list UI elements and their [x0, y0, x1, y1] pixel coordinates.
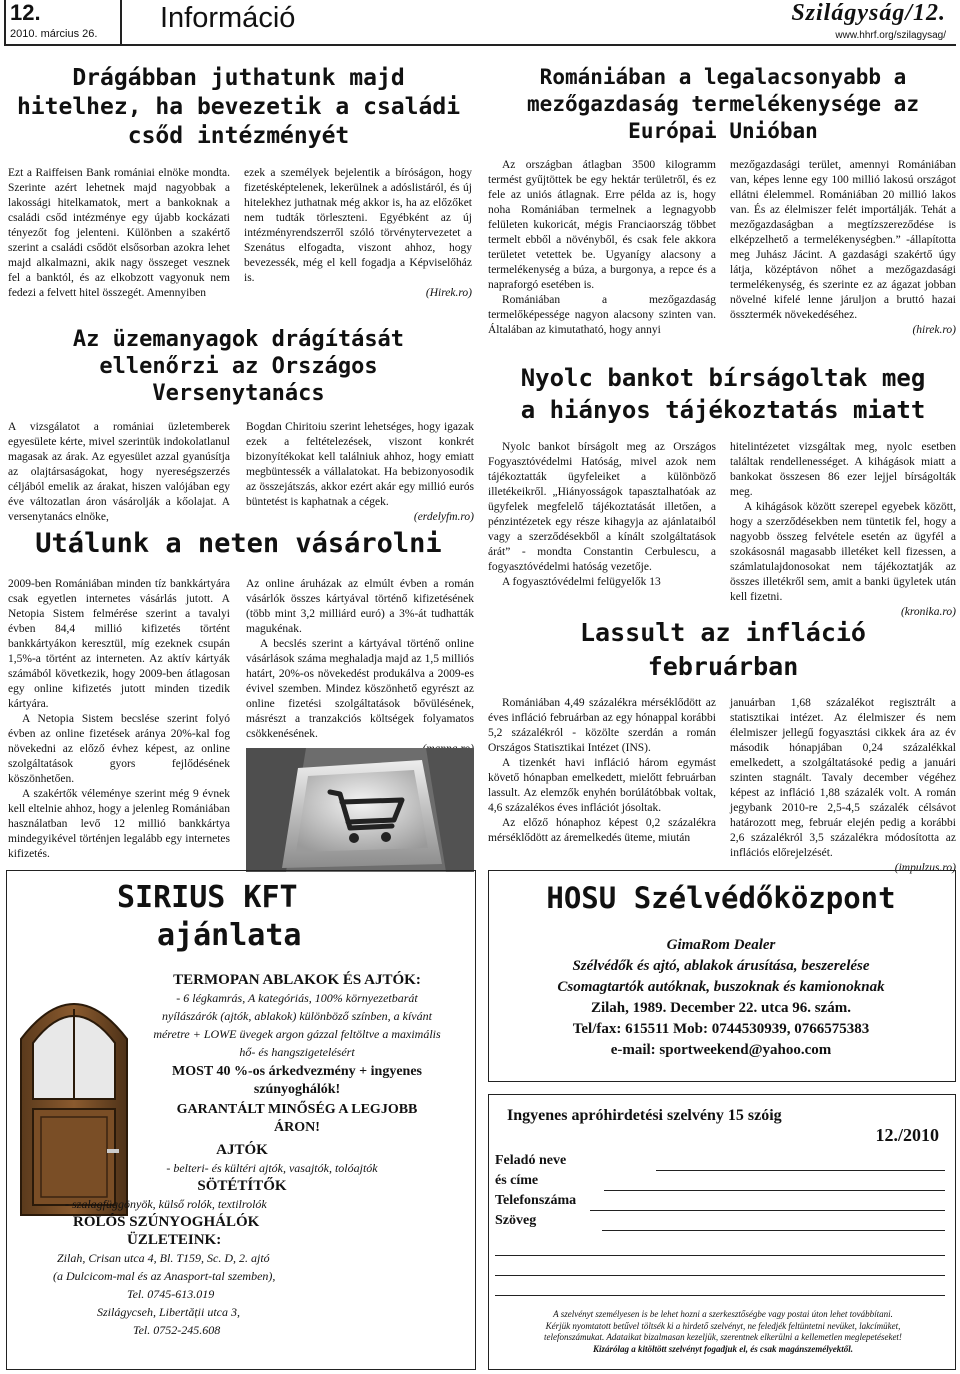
paragraph: Romániában 4,49 százalékra mérséklődött az éves infláció februárban az egy hónappal korábbi 5,2 százalékról - közölte szerdán a román Országos Statisztikai Intézet (INS).: [488, 697, 716, 754]
ad-line: GARANTÁLT MINŐSÉG A LEGJOBB: [176, 1102, 418, 1117]
title-line: mezőgazdaság termelékenysége az: [527, 92, 919, 116]
paragraph: A becslés szerint a kártyával történő online vásárlások száma meghaladja majd az 1,5 milliós határt, 20%-os növekedést produkálva a 2009-es évivel szemben. Mindez köszönhető egyrészt az online fizetési szolgáltatások bővülésének, másrészt a tranzakciós költségek folyamatos csökkenésének.: [246, 638, 474, 740]
paragraph: A Netopia Sistem becslése szerint folyó évben az online fizetések aránya 20%-kal fog növekedni az előző évhez képest, az online szolgáltatások gyors fejlődésének köszönhetően.: [8, 713, 230, 785]
paragraph: 2009-ben Romániában minden tíz bankkártyára csak egyetlen internetes vásárlás jutott. A Netopia Sistem felmérése szerint a tavalyi évben 84,4 millió kifizetés történt bankkártyákon keresztül, míg ezeknek csupán 1,5%-a történt az interneten. Az aktív kártyák számából következik, hogy 2009-ben átlagosan egy online kifizetés jutott minden tizedik kártyára.: [8, 578, 230, 710]
ad-title: HOSU Szélvédőközpont: [546, 881, 896, 915]
ad-phone: Tel. 0752-245.608: [133, 1323, 221, 1337]
ad-line: - 6 légkamrás, A kategóriás, 100% környezetbarát: [176, 991, 418, 1005]
header-divider: [4, 0, 6, 44]
title-line: Drágábban juthatunk majd: [72, 65, 405, 91]
ad-address: (a Dulcicom-mal és az Anasport-tal szemben),: [53, 1269, 276, 1283]
title-line: Nyolc bankot bírságoltak meg: [520, 364, 926, 392]
title-line: a hiányos tájékoztatás miatt: [520, 396, 926, 424]
field-line[interactable]: [590, 1197, 945, 1211]
text-line[interactable]: [495, 1295, 945, 1296]
article-title: [6, 64, 471, 151]
ad-line: szúnyoghálók!: [253, 1082, 341, 1097]
source: (kronika.ro): [900, 606, 956, 618]
shopping-cart-key-icon: [246, 748, 474, 872]
article-column: [488, 696, 716, 846]
title-line: ajánlata: [157, 918, 302, 953]
field-label: Feladó neve: [495, 1153, 567, 1168]
field-label: és címe: [495, 1173, 539, 1188]
classified-form: [488, 1094, 956, 1370]
ad-line: MOST 40 %-os árkedvezmény + ingyenes: [172, 1064, 422, 1079]
paragraph: ezek a személyek bejelentik a bíróságon, hogy fizetésképtelenek, lekerülnek a adóslistáról, és új hitelekhez juthatnak még akkor is, ha az előzőket nem tudták törleszteni. Egyébként az új intézményrendszerről szóló törvénytervezetet a Szenátus elfogadta, viszont ahhoz, hogy bevezessék, még el kell fogadja a Képviselőház is.: [244, 167, 472, 284]
field-sender-address[interactable]: [495, 1171, 945, 1191]
ad-heading: TERMOPAN ABLAKOK ÉS AJTÓK:: [173, 972, 421, 988]
page-number: 12.: [10, 0, 41, 25]
article-column: [730, 158, 956, 338]
field-label: Telefonszáma: [495, 1193, 577, 1208]
article-column: [730, 696, 956, 876]
note-line: A szelvényt személyesen is be lehet hozni a szerkesztőségbe vagy postai úton lehet továbbítani.: [553, 1309, 893, 1319]
header-url: www.hhrf.org/szilagysag/: [835, 30, 946, 41]
ad-title: [117, 879, 357, 955]
article-title: [488, 64, 958, 145]
ad-line: méretre + LOWE üvegek argon gázzal feltöltve a maximális: [153, 1027, 441, 1041]
title-line: Romániában a legalacsonyabb a: [539, 65, 907, 89]
paragraph: Bogdan Chiritoiu szerint lehetséges, hogy igazak ezek a feltételezések, viszont konkrét bizonyítékokat kell találniuk ahhoz, hogy emiatt megbüntessék a vállalatokat. Ha bebizonyosodik az összejátszás, akkor ezért akár egy millió eurós büntetést is kaphatnak a cégek.: [246, 421, 474, 508]
ad-phone: Tel. 0745-613.019: [127, 1287, 215, 1301]
title-line: SIRIUS KFT: [117, 880, 298, 915]
paragraph: hitelintézetet vizsgáltak meg, nyolc esetben találtak rendellenességet. A kihágások miatt a bankokat összesen 86 ezer lejjel bírságolták meg.: [730, 441, 956, 498]
paragraph: A fogyasztóvédelmi felügyelők 13: [502, 576, 661, 588]
form-code: 12./2010: [875, 1125, 939, 1145]
ad-address: Szilágycseh, Libertății utca 3,: [97, 1305, 240, 1319]
header-rule: [4, 44, 956, 46]
ad-line: nyílászárók (ajtók, ablakok) különböző színben, a kívánt: [162, 1009, 432, 1023]
paragraph: A kihágások között szerepel egyebek között, hogy a szerződésekben nem tüntetik fel, hogy a nagyobb összeg felvétele esetén az ügyfél a szokásosnál magasabb illetéket kell fizessen, a számlatulajdonosokat nem tájékoztatják az összes illetékről sem, amit a banki ügyletek után kell fizetni.: [730, 501, 956, 603]
ad-email: e-mail: sportweekend@yahoo.com: [610, 1042, 832, 1058]
header-divider-2: [120, 0, 122, 44]
paragraph: Nyolc bankot bírságolt meg az Országos Fogyasztóvédelmi Hatóság, mivel azok nem tájékoztatták ügyfeleiket a különböző illetékeikről. „Hiányosságok tapasztalhatóak az ügyfelek megfelelő tájékoztatását illetően, a pénzintézetek egy része kihagyja az ajánlataiból vagy a szerződésekből a kínált szolgáltatások árát” - mondta Constantin Cerbulescu, a fogyasztóvédelmi hatóság vezetője.: [488, 441, 716, 573]
note-line: Kizárólag a kitöltött szelvényt fogadjuk el, és csak magánszemélyektől.: [593, 1343, 853, 1354]
field-label: Szöveg: [495, 1213, 537, 1228]
form-notes: [493, 1309, 953, 1355]
ad-line: - belteri- és kültéri ajtók, vasajtók, tolóajtók: [166, 1161, 378, 1175]
article-column: [244, 166, 472, 301]
article-title: [488, 616, 958, 684]
ad-line: Csomagtartók autóknak, buszoknak és kamionoknak: [557, 979, 885, 995]
section-title: Információ: [160, 2, 296, 34]
ad-line: ÁRON!: [274, 1120, 320, 1135]
paragraph: mezőgazdasági terület, amennyi Romániában van, képes lenne egy 100 millió lakosú országot ellátni élelemmel. Romániában 20 millió lakos van. És az élelmiszer felét importálják. Tehát a mezőgazdaságban a megtízszereződése is elképzelhető a termelékenységben.” -állapította meg Juhász Jácint. A gazdasági szakértő úgy látja, középtávon nőhet a mezőgazdasági termelékenység, és szerinte ez az ágazat jobban növelné kifelé lenne járuljon a bruttó hazai össztermék növekedéséhez.: [730, 159, 956, 321]
source: (impulzus.ro): [894, 862, 956, 874]
ad-phone: Tel/fax: 615511 Mob: 0744530939, 0766575383: [572, 1021, 870, 1037]
note-line: telefonszámukat. Adataikat bizalmasan kezeljük, szerentnek elkerülni a kellemetlen meglepetéseket!: [544, 1332, 902, 1342]
paragraph: Romániában a mezőgazdaság termelőképessége nagyon alacsony szinten van. Általában az kimutatható, hogy annyi: [488, 294, 716, 336]
paragraph: januárban 1,68 százalékot regisztrált a statisztikai intézet. Az élelmiszer és nem élelmiszer jellegű fogyasztási cikkek ára az év második hónapjában 0,24 százalékkal emelkedett, a szolgáltatásoké pedig a januári szinten stagnált. Tavaly december végéhez képest az infláció 1,88 százalék volt. A román jegybank 2010-re 2,5-4,5 százalék célsávot határozott meg, február elején pedig a korábbi 2,6 százalékról 3,5 százalékra módosította az inflációs előrejelzését.: [730, 697, 956, 859]
field-line[interactable]: [604, 1177, 945, 1191]
field-line[interactable]: [656, 1157, 945, 1171]
title-line: hitelhez, ha bevezetik a családi: [16, 94, 461, 120]
issue-date: 2010. március 26.: [10, 28, 98, 40]
ad-line: hő- és hangszigetelésért: [239, 1045, 355, 1059]
paragraph: A vizsgálatot a romániai üzletemberek egyesülete kérte, mivel szerintük indokolatlanul magasak az árak. Az egyesület azzal gyanúsítja az olajtársaságokat, hogy nyereségszerzés céljából emelik az árakat, hiszen valójában egy éve változatlan áron vásárolják a kőolajat. A versenytanács elnöke,: [8, 421, 230, 523]
title-line: Versenytanács: [152, 381, 325, 406]
source: (hirek.ro): [912, 324, 956, 336]
article-column: [246, 420, 474, 525]
paragraph: A tizenkét havi infláció három egymást követő hónapban emelkedett, mielőtt februárban lassult. Az elemzők enyhén borúlátóbbak voltak, 4,6 százalékos éves inflációt jósoltak.: [488, 757, 716, 814]
article-column: [8, 420, 230, 525]
ad-line: Zilah, 1989. December 22. utca 96. szám.: [590, 1000, 852, 1016]
article-column: [730, 440, 956, 620]
ad-heading: ÜZLETEINK:: [127, 1232, 222, 1248]
form-fields: [495, 1151, 945, 1231]
article-title: [488, 362, 958, 426]
paragraph: Az országban átlagban 3500 kilogramm termést gyűjtöttek be egy hektár területről, és ez fele az uniós átlagnak. Erre példa az is, hogy noha Romániában termelnek a legnagyobb felületen kukoricát, mégis Franciaország többet termelt ebből a növényből, és csak fele akkora területet vetettek be. Ugyanígy alacsony a termelékenység a búza, a burgonya, a repce és a napraforgó esetében is.: [488, 159, 716, 291]
brand-logo: Szilágyság/12.: [791, 0, 946, 26]
article-column: [246, 577, 474, 757]
text-line[interactable]: [495, 1255, 945, 1256]
ad-line: GimaRom Dealer: [666, 937, 776, 953]
field-line[interactable]: [602, 1217, 945, 1231]
hosu-ad: [488, 870, 956, 1082]
form-title: Ingyenes apróhirdetési szelvény 15 szóig: [507, 1107, 782, 1124]
ad-body: [489, 935, 953, 1061]
paragraph: Az online áruházak az elmúlt évben a román vásárlók összes kártyával történő kifizetésének (több mint 3,2 milliárd euró) a 3%-át tudhatták magukénak.: [246, 578, 474, 635]
field-phone[interactable]: [495, 1191, 945, 1211]
title-line: februárban: [647, 652, 799, 681]
ad-address: Zilah, Crisan utca 4, Bl. T159, Sc. D, 2. ajtó: [57, 1251, 270, 1265]
article-title: Utálunk a neten vásárolni: [35, 528, 442, 559]
title-line: Az üzemanyagok drágítását: [72, 327, 405, 352]
title-line: csőd intézményét: [127, 123, 350, 149]
ad-heading: ROLÓS SZÚNYOGHÁLÓK: [73, 1214, 260, 1230]
source: (erdelyfm.ro): [413, 511, 474, 523]
sirius-ad: [6, 870, 476, 1370]
article-column: [488, 440, 716, 590]
ad-line: - szalagfüggönyök, külső rolók, textilrolók: [65, 1197, 267, 1211]
title-line: ellenőrzi az Országos: [99, 354, 378, 379]
article-column: [8, 166, 230, 301]
article-column: [8, 577, 230, 862]
title-line: Lassult az infláció: [580, 618, 866, 647]
ad-heading: SÖTÉTÍTŐK: [197, 1178, 287, 1194]
ad-heading: AJTÓK: [216, 1142, 268, 1158]
article-title: [6, 326, 471, 407]
paragraph: Ezt a Raiffeisen Bank romániai elnöke mondta. Szerinte azért lehetnek majd nagyobbak a lakossági hitelkamatok, mert a bankoknak a családi csőd intézménye egy újabb kockázati tényezőt fog jelenteni. Különben a szakértő szerint a családi csődöt elsősorban azokra lehet majd alkalmazni, akik nagy összeget vesznek fel a banktól, és az elkobzott vagyonuk nem fedezi a felvett hitel összegét. Amennyiben: [8, 167, 230, 299]
paragraph: Az előző hónaphoz képest 0,2 százalékra mérséklődött az áremelkedés üteme, miután: [488, 817, 716, 844]
article-column: [488, 158, 716, 338]
ad-body-lower: [17, 1141, 467, 1339]
note-line: Kérjük nyomtatott betűvel töltsék ki a hirdető szelvényt, ne feledjék feltüntetni nevüket, lakcímüket,: [545, 1320, 901, 1331]
paragraph: A szakértők véleménye szerint még 9 évnek kell eltelnie ahhoz, hogy a jelenleg Romániában használatban levő 12 millió bankkártya mindegyikével történjen legalább egy internetes kifizetés.: [8, 788, 230, 860]
field-sender-name[interactable]: [495, 1151, 945, 1171]
ad-body: [127, 971, 467, 1137]
field-text[interactable]: [495, 1211, 945, 1231]
title-line: Európai Unióban: [628, 119, 818, 143]
ad-line: Szélvédők és ajtó, ablakok árusítása, beszerelése: [572, 958, 870, 974]
source: (Hirek.ro): [425, 287, 472, 299]
text-line[interactable]: [495, 1275, 945, 1276]
